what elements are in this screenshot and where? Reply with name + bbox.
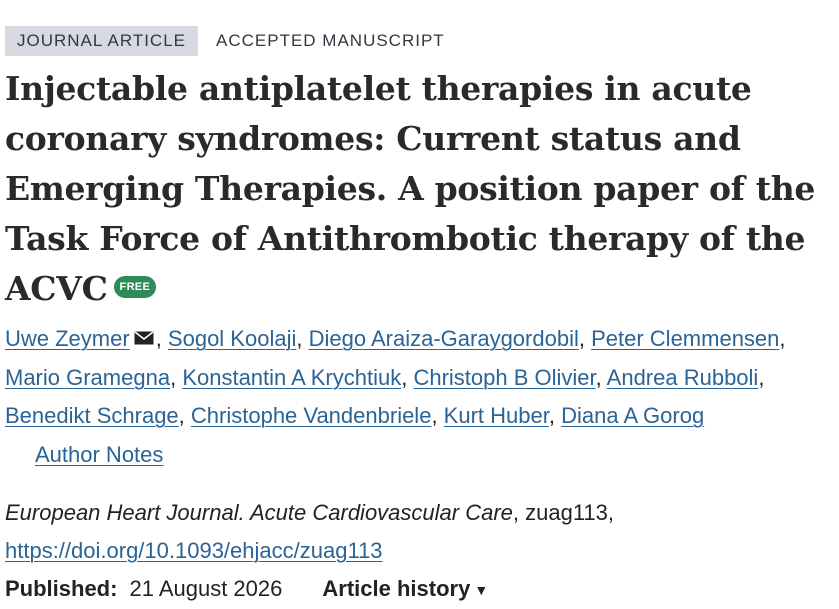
author-link-christophe-vandenbriele[interactable]: Christophe Vandenbriele xyxy=(190,403,432,428)
author-link-kurt-huber[interactable]: Kurt Huber xyxy=(443,403,549,428)
author-notes-link[interactable]: Author Notes xyxy=(35,441,164,467)
article-type-tag: JOURNAL ARTICLE xyxy=(5,26,198,56)
article-title-text: Injectable antiplatelet therapies in acute coronary syndromes: Current status and Emerging Therapies. A position paper of the Task Force of Antithrombotic therapy of the ACVC xyxy=(5,69,816,308)
author-link-mario-gramegna[interactable]: Mario Gramegna xyxy=(5,364,171,390)
mail-icon[interactable] xyxy=(134,319,154,358)
author-link-peter-clemmensen[interactable]: Peter Clemmensen xyxy=(591,326,780,351)
author-notes-row xyxy=(35,436,835,474)
publication-info xyxy=(5,570,835,609)
author-link-christoph-olivier[interactable]: Christoph B Olivier xyxy=(413,364,596,390)
article-id: , zuag113, xyxy=(512,499,615,525)
author-link-diego-araiza-garaygordobil[interactable]: Diego Araiza-Garaygordobil xyxy=(308,326,579,351)
author-link-benedikt-schrage[interactable]: Benedikt Schrage xyxy=(5,403,179,428)
author-link-andrea-rubboli[interactable]: Andrea Rubboli xyxy=(606,364,759,390)
published-date: 21 August 2026 xyxy=(129,576,283,602)
chevron-down-icon: ▼ xyxy=(474,581,489,598)
journal-name: European Heart Journal. Acute Cardiovascular Care xyxy=(5,499,513,525)
article-title xyxy=(5,64,825,314)
doi-link[interactable]: https://doi.org/10.1093/ehjacc/zuag113 xyxy=(5,537,383,563)
author-list: Uwe Zeymer , Sogol Koolaji, Diego Araiza-Garaygordobil, Peter Clemmensen, Mario Gramegna, Konstantin A Krychtiuk, Christoph B Olivier, Andrea Rubboli, Benedikt Schrage, Christophe Vandenbriele, Kurt Huber, Diana A Gorog xyxy=(5,320,835,436)
article-history-toggle[interactable] xyxy=(322,570,488,609)
free-access-badge: FREE xyxy=(114,276,157,298)
article-history-label: Article history xyxy=(322,575,471,601)
article-tags xyxy=(5,26,835,56)
citation xyxy=(5,494,835,570)
author-link-sogol-koolaji[interactable]: Sogol Koolaji xyxy=(167,326,297,351)
author-link-uwe-zeymer[interactable]: Uwe Zeymer xyxy=(5,326,130,351)
manuscript-status-tag: ACCEPTED MANUSCRIPT xyxy=(216,31,445,50)
article-header xyxy=(5,26,835,609)
author-link-diana-gorog[interactable]: Diana A Gorog xyxy=(561,403,705,428)
author-link-konstantin-krychtiuk[interactable]: Konstantin A Krychtiuk xyxy=(182,364,402,390)
published-label: Published: xyxy=(5,576,118,602)
